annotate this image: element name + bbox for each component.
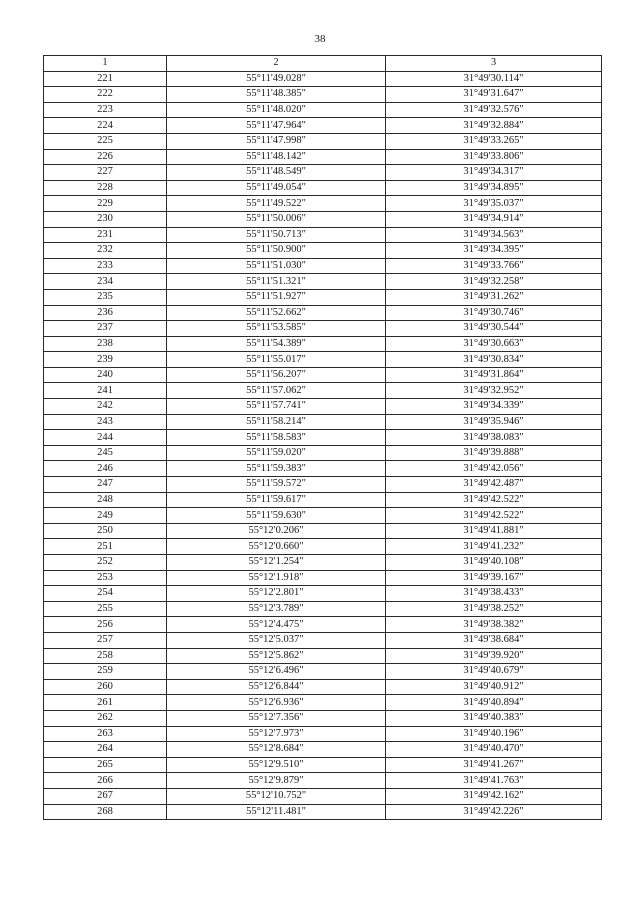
longitude-cell: 31°49'32.884" xyxy=(386,118,602,134)
column-header-3: 3 xyxy=(386,56,602,72)
latitude-cell: 55°11'49.028" xyxy=(167,71,386,87)
latitude-cell: 55°12'5.037" xyxy=(167,632,386,648)
longitude-cell: 31°49'41.881" xyxy=(386,523,602,539)
latitude-cell: 55°11'57.741" xyxy=(167,399,386,415)
point-number-cell: 228 xyxy=(44,180,167,196)
point-number-cell: 257 xyxy=(44,632,167,648)
latitude-cell: 55°11'48.549" xyxy=(167,165,386,181)
point-number-cell: 264 xyxy=(44,742,167,758)
longitude-cell: 31°49'39.920" xyxy=(386,648,602,664)
longitude-cell: 31°49'31.864" xyxy=(386,367,602,383)
point-number-cell: 243 xyxy=(44,414,167,430)
longitude-cell: 31°49'40.383" xyxy=(386,710,602,726)
table-row xyxy=(44,430,602,446)
table-row xyxy=(44,570,602,586)
longitude-cell: 31°49'31.262" xyxy=(386,289,602,305)
point-number-cell: 251 xyxy=(44,539,167,555)
point-number-cell: 233 xyxy=(44,258,167,274)
latitude-cell: 55°12'2.801" xyxy=(167,586,386,602)
table-row xyxy=(44,773,602,789)
longitude-cell: 31°49'34.914" xyxy=(386,211,602,227)
point-number-cell: 244 xyxy=(44,430,167,446)
latitude-cell: 55°11'59.617" xyxy=(167,492,386,508)
table-row xyxy=(44,523,602,539)
latitude-cell: 55°11'51.321" xyxy=(167,274,386,290)
table-row xyxy=(44,710,602,726)
latitude-cell: 55°12'1.254" xyxy=(167,555,386,571)
point-number-cell: 247 xyxy=(44,477,167,493)
table-row xyxy=(44,352,602,368)
longitude-cell: 31°49'40.108" xyxy=(386,555,602,571)
longitude-cell: 31°49'39.167" xyxy=(386,570,602,586)
table-row xyxy=(44,695,602,711)
longitude-cell: 31°49'40.196" xyxy=(386,726,602,742)
longitude-cell: 31°49'32.952" xyxy=(386,383,602,399)
point-number-cell: 229 xyxy=(44,196,167,212)
latitude-cell: 55°12'3.789" xyxy=(167,601,386,617)
longitude-cell: 31°49'42.162" xyxy=(386,788,602,804)
table-row xyxy=(44,321,602,337)
latitude-cell: 55°12'6.936" xyxy=(167,695,386,711)
latitude-cell: 55°12'11.481" xyxy=(167,804,386,820)
latitude-cell: 55°12'10.752" xyxy=(167,788,386,804)
table-row xyxy=(44,539,602,555)
latitude-cell: 55°12'6.844" xyxy=(167,679,386,695)
point-number-cell: 253 xyxy=(44,570,167,586)
table-row xyxy=(44,617,602,633)
longitude-cell: 31°49'42.522" xyxy=(386,508,602,524)
page-number: 38 xyxy=(314,33,326,45)
longitude-cell: 31°49'41.763" xyxy=(386,773,602,789)
longitude-cell: 31°49'39.888" xyxy=(386,445,602,461)
table-row xyxy=(44,243,602,259)
table-row xyxy=(44,289,602,305)
longitude-cell: 31°49'35.946" xyxy=(386,414,602,430)
column-header-2: 2 xyxy=(167,56,386,72)
point-number-cell: 267 xyxy=(44,788,167,804)
latitude-cell: 55°12'7.973" xyxy=(167,726,386,742)
latitude-cell: 55°11'50.006" xyxy=(167,211,386,227)
longitude-cell: 31°49'34.317" xyxy=(386,165,602,181)
latitude-cell: 55°11'59.020" xyxy=(167,445,386,461)
table-row xyxy=(44,367,602,383)
table-row xyxy=(44,804,602,820)
column-header-1: 1 xyxy=(44,56,167,72)
latitude-cell: 55°12'0.660" xyxy=(167,539,386,555)
latitude-cell: 55°11'50.900" xyxy=(167,243,386,259)
table-row xyxy=(44,414,602,430)
longitude-cell: 31°49'38.684" xyxy=(386,632,602,648)
longitude-cell: 31°49'35.037" xyxy=(386,196,602,212)
table-row xyxy=(44,227,602,243)
point-number-cell: 254 xyxy=(44,586,167,602)
longitude-cell: 31°49'33.265" xyxy=(386,133,602,149)
table-row xyxy=(44,477,602,493)
table-row xyxy=(44,149,602,165)
point-number-cell: 231 xyxy=(44,227,167,243)
table-row xyxy=(44,664,602,680)
longitude-cell: 31°49'42.056" xyxy=(386,461,602,477)
point-number-cell: 259 xyxy=(44,664,167,680)
table-row xyxy=(44,679,602,695)
latitude-cell: 55°11'58.583" xyxy=(167,430,386,446)
longitude-cell: 31°49'42.226" xyxy=(386,804,602,820)
longitude-cell: 31°49'38.382" xyxy=(386,617,602,633)
longitude-cell: 31°49'34.339" xyxy=(386,399,602,415)
table-row xyxy=(44,508,602,524)
point-number-cell: 242 xyxy=(44,399,167,415)
point-number-cell: 266 xyxy=(44,773,167,789)
latitude-cell: 55°11'51.927" xyxy=(167,289,386,305)
point-number-cell: 223 xyxy=(44,102,167,118)
point-number-cell: 250 xyxy=(44,523,167,539)
longitude-cell: 31°49'40.470" xyxy=(386,742,602,758)
latitude-cell: 55°12'6.496" xyxy=(167,664,386,680)
table-row xyxy=(44,492,602,508)
latitude-cell: 55°11'47.998" xyxy=(167,133,386,149)
table-row xyxy=(44,102,602,118)
longitude-cell: 31°49'33.806" xyxy=(386,149,602,165)
table-row xyxy=(44,445,602,461)
longitude-cell: 31°49'38.083" xyxy=(386,430,602,446)
point-number-cell: 238 xyxy=(44,336,167,352)
point-number-cell: 241 xyxy=(44,383,167,399)
latitude-cell: 55°12'7.356" xyxy=(167,710,386,726)
point-number-cell: 265 xyxy=(44,757,167,773)
latitude-cell: 55°11'47.964" xyxy=(167,118,386,134)
longitude-cell: 31°49'40.679" xyxy=(386,664,602,680)
table-row xyxy=(44,165,602,181)
table-row xyxy=(44,133,602,149)
point-number-cell: 236 xyxy=(44,305,167,321)
longitude-cell: 31°49'30.544" xyxy=(386,321,602,337)
point-number-cell: 234 xyxy=(44,274,167,290)
latitude-cell: 55°12'0.206" xyxy=(167,523,386,539)
longitude-cell: 31°49'41.267" xyxy=(386,757,602,773)
table-row xyxy=(44,180,602,196)
point-number-cell: 240 xyxy=(44,367,167,383)
latitude-cell: 55°12'9.879" xyxy=(167,773,386,789)
latitude-cell: 55°11'58.214" xyxy=(167,414,386,430)
table-row xyxy=(44,274,602,290)
table-row xyxy=(44,461,602,477)
point-number-cell: 235 xyxy=(44,289,167,305)
point-number-cell: 245 xyxy=(44,445,167,461)
longitude-cell: 31°49'30.746" xyxy=(386,305,602,321)
table-row xyxy=(44,258,602,274)
longitude-cell: 31°49'30.663" xyxy=(386,336,602,352)
latitude-cell: 55°11'50.713" xyxy=(167,227,386,243)
longitude-cell: 31°49'30.114" xyxy=(386,71,602,87)
table-row xyxy=(44,383,602,399)
point-number-cell: 239 xyxy=(44,352,167,368)
table-row xyxy=(44,601,602,617)
table-header-row xyxy=(44,56,602,72)
point-number-cell: 249 xyxy=(44,508,167,524)
point-number-cell: 222 xyxy=(44,87,167,103)
table-row xyxy=(44,196,602,212)
latitude-cell: 55°11'53.585" xyxy=(167,321,386,337)
point-number-cell: 268 xyxy=(44,804,167,820)
coordinates-table xyxy=(43,55,602,820)
point-number-cell: 230 xyxy=(44,211,167,227)
latitude-cell: 55°11'59.630" xyxy=(167,508,386,524)
longitude-cell: 31°49'41.232" xyxy=(386,539,602,555)
latitude-cell: 55°11'49.522" xyxy=(167,196,386,212)
table-row xyxy=(44,788,602,804)
point-number-cell: 256 xyxy=(44,617,167,633)
point-number-cell: 232 xyxy=(44,243,167,259)
longitude-cell: 31°49'34.395" xyxy=(386,243,602,259)
longitude-cell: 31°49'31.647" xyxy=(386,87,602,103)
table-row xyxy=(44,71,602,87)
table-row xyxy=(44,757,602,773)
point-number-cell: 248 xyxy=(44,492,167,508)
point-number-cell: 255 xyxy=(44,601,167,617)
point-number-cell: 252 xyxy=(44,555,167,571)
point-number-cell: 226 xyxy=(44,149,167,165)
point-number-cell: 237 xyxy=(44,321,167,337)
table-row xyxy=(44,305,602,321)
latitude-cell: 55°11'59.572" xyxy=(167,477,386,493)
point-number-cell: 258 xyxy=(44,648,167,664)
point-number-cell: 262 xyxy=(44,710,167,726)
table-row xyxy=(44,87,602,103)
longitude-cell: 31°49'32.576" xyxy=(386,102,602,118)
table-row xyxy=(44,632,602,648)
point-number-cell: 261 xyxy=(44,695,167,711)
longitude-cell: 31°49'38.252" xyxy=(386,601,602,617)
table-row xyxy=(44,399,602,415)
latitude-cell: 55°11'56.207" xyxy=(167,367,386,383)
table-row xyxy=(44,742,602,758)
latitude-cell: 55°11'59.383" xyxy=(167,461,386,477)
longitude-cell: 31°49'42.522" xyxy=(386,492,602,508)
table-row xyxy=(44,586,602,602)
point-number-cell: 227 xyxy=(44,165,167,181)
latitude-cell: 55°11'48.020" xyxy=(167,102,386,118)
longitude-cell: 31°49'32.258" xyxy=(386,274,602,290)
latitude-cell: 55°11'48.142" xyxy=(167,149,386,165)
point-number-cell: 246 xyxy=(44,461,167,477)
latitude-cell: 55°11'55.017" xyxy=(167,352,386,368)
latitude-cell: 55°12'1.918" xyxy=(167,570,386,586)
longitude-cell: 31°49'38.433" xyxy=(386,586,602,602)
point-number-cell: 225 xyxy=(44,133,167,149)
latitude-cell: 55°12'5.862" xyxy=(167,648,386,664)
longitude-cell: 31°49'40.894" xyxy=(386,695,602,711)
latitude-cell: 55°11'54.389" xyxy=(167,336,386,352)
longitude-cell: 31°49'30.834" xyxy=(386,352,602,368)
table-row xyxy=(44,336,602,352)
latitude-cell: 55°11'48.385" xyxy=(167,87,386,103)
latitude-cell: 55°11'52.662" xyxy=(167,305,386,321)
longitude-cell: 31°49'34.895" xyxy=(386,180,602,196)
table-row xyxy=(44,211,602,227)
longitude-cell: 31°49'40.912" xyxy=(386,679,602,695)
longitude-cell: 31°49'42.487" xyxy=(386,477,602,493)
longitude-cell: 31°49'34.563" xyxy=(386,227,602,243)
latitude-cell: 55°12'4.475" xyxy=(167,617,386,633)
latitude-cell: 55°11'51.030" xyxy=(167,258,386,274)
table-row xyxy=(44,118,602,134)
latitude-cell: 55°12'8.684" xyxy=(167,742,386,758)
latitude-cell: 55°12'9.510" xyxy=(167,757,386,773)
point-number-cell: 260 xyxy=(44,679,167,695)
table-row xyxy=(44,726,602,742)
point-number-cell: 224 xyxy=(44,118,167,134)
table-row xyxy=(44,648,602,664)
latitude-cell: 55°11'49.054" xyxy=(167,180,386,196)
longitude-cell: 31°49'33.766" xyxy=(386,258,602,274)
point-number-cell: 221 xyxy=(44,71,167,87)
point-number-cell: 263 xyxy=(44,726,167,742)
latitude-cell: 55°11'57.062" xyxy=(167,383,386,399)
table-row xyxy=(44,555,602,571)
